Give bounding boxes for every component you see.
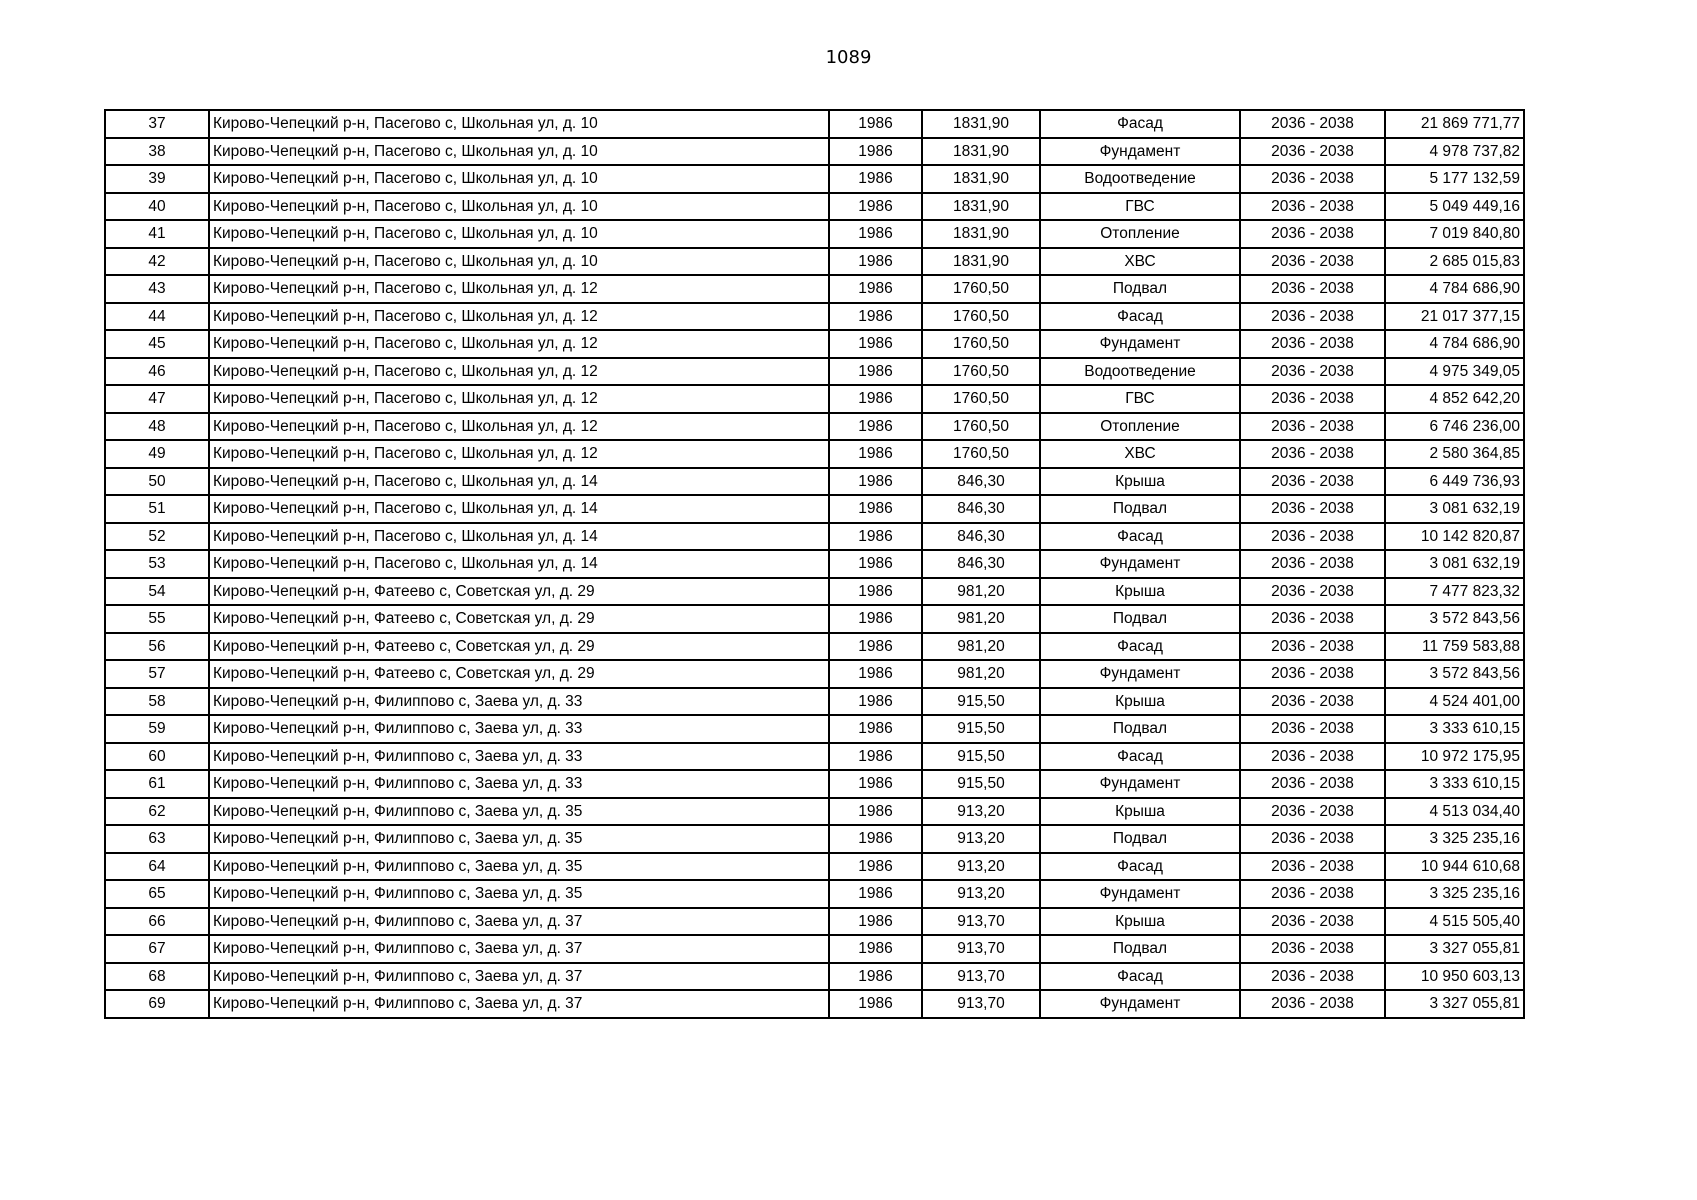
- repair-cost-cell: 3 333 610,15: [1385, 770, 1524, 798]
- table-row: [105, 578, 1524, 606]
- repair-cost-cell: 3 327 055,81: [1385, 935, 1524, 963]
- house-address-cell: Кирово-Чепецкий р-н, Пасегово с, Школьная ул, д. 12: [209, 303, 829, 331]
- house-area-cell: 981,20: [922, 660, 1040, 688]
- repair-period-cell: 2036 - 2038: [1240, 633, 1385, 661]
- repair-cost-cell: 7 477 823,32: [1385, 578, 1524, 606]
- table-row: [105, 825, 1524, 853]
- house-address-cell: Кирово-Чепецкий р-н, Фатеево с, Советская ул, д. 29: [209, 605, 829, 633]
- house-address-cell: Кирово-Чепецкий р-н, Пасегово с, Школьная ул, д. 12: [209, 330, 829, 358]
- table-row: [105, 523, 1524, 551]
- work-type-cell: Крыша: [1040, 688, 1240, 716]
- work-type-cell: Подвал: [1040, 715, 1240, 743]
- table-row: [105, 935, 1524, 963]
- table-row: [105, 358, 1524, 386]
- table-body: [105, 110, 1524, 1018]
- repair-cost-cell: 5 049 449,16: [1385, 193, 1524, 221]
- house-address-cell: Кирово-Чепецкий р-н, Пасегово с, Школьная ул, д. 10: [209, 248, 829, 276]
- house-address-cell: Кирово-Чепецкий р-н, Пасегово с, Школьная ул, д. 14: [209, 495, 829, 523]
- build-year-cell: 1986: [829, 633, 922, 661]
- house-address-cell: Кирово-Чепецкий р-н, Пасегово с, Школьная ул, д. 10: [209, 165, 829, 193]
- house-area-cell: 1831,90: [922, 138, 1040, 166]
- repair-period-cell: 2036 - 2038: [1240, 385, 1385, 413]
- build-year-cell: 1986: [829, 715, 922, 743]
- table-row: [105, 138, 1524, 166]
- repair-cost-cell: 11 759 583,88: [1385, 633, 1524, 661]
- house-address-cell: Кирово-Чепецкий р-н, Фатеево с, Советская ул, д. 29: [209, 578, 829, 606]
- row-number-cell: 68: [105, 963, 209, 991]
- house-area-cell: 1831,90: [922, 220, 1040, 248]
- repair-period-cell: 2036 - 2038: [1240, 220, 1385, 248]
- row-number-cell: 54: [105, 578, 209, 606]
- build-year-cell: 1986: [829, 248, 922, 276]
- table-row: [105, 440, 1524, 468]
- repair-period-cell: 2036 - 2038: [1240, 715, 1385, 743]
- table-row: [105, 495, 1524, 523]
- work-type-cell: Фасад: [1040, 110, 1240, 138]
- house-address-cell: Кирово-Чепецкий р-н, Филиппово с, Заева ул, д. 37: [209, 990, 829, 1018]
- build-year-cell: 1986: [829, 275, 922, 303]
- house-area-cell: 1760,50: [922, 440, 1040, 468]
- row-number-cell: 58: [105, 688, 209, 716]
- house-address-cell: Кирово-Чепецкий р-н, Пасегово с, Школьная ул, д. 14: [209, 468, 829, 496]
- repair-period-cell: 2036 - 2038: [1240, 440, 1385, 468]
- row-number-cell: 37: [105, 110, 209, 138]
- build-year-cell: 1986: [829, 990, 922, 1018]
- row-number-cell: 40: [105, 193, 209, 221]
- house-address-cell: Кирово-Чепецкий р-н, Пасегово с, Школьная ул, д. 10: [209, 138, 829, 166]
- repair-cost-cell: 2 580 364,85: [1385, 440, 1524, 468]
- build-year-cell: 1986: [829, 468, 922, 496]
- repair-period-cell: 2036 - 2038: [1240, 853, 1385, 881]
- work-type-cell: ХВС: [1040, 248, 1240, 276]
- table-row: [105, 275, 1524, 303]
- work-type-cell: Крыша: [1040, 468, 1240, 496]
- build-year-cell: 1986: [829, 193, 922, 221]
- row-number-cell: 57: [105, 660, 209, 688]
- house-area-cell: 913,20: [922, 825, 1040, 853]
- row-number-cell: 61: [105, 770, 209, 798]
- repair-cost-cell: 10 950 603,13: [1385, 963, 1524, 991]
- house-area-cell: 1760,50: [922, 385, 1040, 413]
- repair-cost-cell: 10 972 175,95: [1385, 743, 1524, 771]
- repair-cost-cell: 3 572 843,56: [1385, 660, 1524, 688]
- work-type-cell: ХВС: [1040, 440, 1240, 468]
- house-address-cell: Кирово-Чепецкий р-н, Пасегово с, Школьная ул, д. 12: [209, 385, 829, 413]
- repair-cost-cell: 4 524 401,00: [1385, 688, 1524, 716]
- repair-period-cell: 2036 - 2038: [1240, 935, 1385, 963]
- house-address-cell: Кирово-Чепецкий р-н, Филиппово с, Заева ул, д. 35: [209, 798, 829, 826]
- house-area-cell: 913,70: [922, 935, 1040, 963]
- house-area-cell: 1760,50: [922, 358, 1040, 386]
- repair-cost-cell: 21 869 771,77: [1385, 110, 1524, 138]
- row-number-cell: 42: [105, 248, 209, 276]
- house-area-cell: 1760,50: [922, 303, 1040, 331]
- house-address-cell: Кирово-Чепецкий р-н, Филиппово с, Заева ул, д. 37: [209, 935, 829, 963]
- work-type-cell: Фасад: [1040, 633, 1240, 661]
- repair-cost-cell: 3 325 235,16: [1385, 825, 1524, 853]
- repair-period-cell: 2036 - 2038: [1240, 990, 1385, 1018]
- house-area-cell: 1760,50: [922, 275, 1040, 303]
- house-address-cell: Кирово-Чепецкий р-н, Пасегово с, Школьная ул, д. 12: [209, 358, 829, 386]
- work-type-cell: Отопление: [1040, 220, 1240, 248]
- row-number-cell: 43: [105, 275, 209, 303]
- work-type-cell: Фундамент: [1040, 138, 1240, 166]
- table-row: [105, 990, 1524, 1018]
- table-row: [105, 303, 1524, 331]
- build-year-cell: 1986: [829, 138, 922, 166]
- work-type-cell: Крыша: [1040, 798, 1240, 826]
- work-type-cell: Фасад: [1040, 963, 1240, 991]
- row-number-cell: 59: [105, 715, 209, 743]
- house-area-cell: 915,50: [922, 770, 1040, 798]
- table-row: [105, 963, 1524, 991]
- repair-cost-cell: 10 944 610,68: [1385, 853, 1524, 881]
- repair-period-cell: 2036 - 2038: [1240, 660, 1385, 688]
- house-area-cell: 846,30: [922, 468, 1040, 496]
- house-address-cell: Кирово-Чепецкий р-н, Филиппово с, Заева ул, д. 33: [209, 770, 829, 798]
- work-type-cell: Фасад: [1040, 523, 1240, 551]
- house-area-cell: 913,70: [922, 990, 1040, 1018]
- build-year-cell: 1986: [829, 908, 922, 936]
- house-address-cell: Кирово-Чепецкий р-н, Пасегово с, Школьная ул, д. 12: [209, 440, 829, 468]
- house-address-cell: Кирово-Чепецкий р-н, Пасегово с, Школьная ул, д. 14: [209, 550, 829, 578]
- row-number-cell: 46: [105, 358, 209, 386]
- house-area-cell: 913,20: [922, 880, 1040, 908]
- row-number-cell: 49: [105, 440, 209, 468]
- row-number-cell: 55: [105, 605, 209, 633]
- repair-period-cell: 2036 - 2038: [1240, 138, 1385, 166]
- build-year-cell: 1986: [829, 220, 922, 248]
- page-number: 1089: [825, 47, 872, 68]
- house-address-cell: Кирово-Чепецкий р-н, Пасегово с, Школьная ул, д. 12: [209, 413, 829, 441]
- repair-period-cell: 2036 - 2038: [1240, 963, 1385, 991]
- repair-period-cell: 2036 - 2038: [1240, 413, 1385, 441]
- table-row: [105, 193, 1524, 221]
- repair-cost-cell: 10 142 820,87: [1385, 523, 1524, 551]
- repair-period-cell: 2036 - 2038: [1240, 688, 1385, 716]
- work-type-cell: Отопление: [1040, 413, 1240, 441]
- repair-cost-cell: 4 852 642,20: [1385, 385, 1524, 413]
- repair-cost-cell: 3 325 235,16: [1385, 880, 1524, 908]
- repair-cost-cell: 4 515 505,40: [1385, 908, 1524, 936]
- house-address-cell: Кирово-Чепецкий р-н, Филиппово с, Заева ул, д. 33: [209, 743, 829, 771]
- table-row: [105, 688, 1524, 716]
- house-address-cell: Кирово-Чепецкий р-н, Фатеево с, Советская ул, д. 29: [209, 660, 829, 688]
- build-year-cell: 1986: [829, 413, 922, 441]
- work-type-cell: Фундамент: [1040, 660, 1240, 688]
- repair-period-cell: 2036 - 2038: [1240, 770, 1385, 798]
- house-area-cell: 846,30: [922, 523, 1040, 551]
- repair-cost-cell: 4 784 686,90: [1385, 275, 1524, 303]
- house-area-cell: 981,20: [922, 605, 1040, 633]
- repair-period-cell: 2036 - 2038: [1240, 165, 1385, 193]
- repair-period-cell: 2036 - 2038: [1240, 550, 1385, 578]
- repair-period-cell: 2036 - 2038: [1240, 495, 1385, 523]
- build-year-cell: 1986: [829, 303, 922, 331]
- house-address-cell: Кирово-Чепецкий р-н, Пасегово с, Школьная ул, д. 10: [209, 110, 829, 138]
- work-type-cell: ГВС: [1040, 385, 1240, 413]
- house-area-cell: 913,70: [922, 963, 1040, 991]
- row-number-cell: 45: [105, 330, 209, 358]
- work-type-cell: Фундамент: [1040, 990, 1240, 1018]
- table-row: [105, 880, 1524, 908]
- build-year-cell: 1986: [829, 385, 922, 413]
- house-address-cell: Кирово-Чепецкий р-н, Филиппово с, Заева ул, д. 33: [209, 715, 829, 743]
- work-type-cell: Крыша: [1040, 578, 1240, 606]
- build-year-cell: 1986: [829, 935, 922, 963]
- house-area-cell: 913,20: [922, 798, 1040, 826]
- row-number-cell: 53: [105, 550, 209, 578]
- table-row: [105, 248, 1524, 276]
- house-address-cell: Кирово-Чепецкий р-н, Филиппово с, Заева ул, д. 35: [209, 825, 829, 853]
- build-year-cell: 1986: [829, 660, 922, 688]
- row-number-cell: 65: [105, 880, 209, 908]
- house-address-cell: Кирово-Чепецкий р-н, Пасегово с, Школьная ул, д. 12: [209, 275, 829, 303]
- build-year-cell: 1986: [829, 495, 922, 523]
- build-year-cell: 1986: [829, 523, 922, 551]
- build-year-cell: 1986: [829, 825, 922, 853]
- repair-period-cell: 2036 - 2038: [1240, 193, 1385, 221]
- house-address-cell: Кирово-Чепецкий р-н, Филиппово с, Заева ул, д. 35: [209, 853, 829, 881]
- build-year-cell: 1986: [829, 798, 922, 826]
- house-area-cell: 1831,90: [922, 165, 1040, 193]
- row-number-cell: 50: [105, 468, 209, 496]
- table-row: [105, 798, 1524, 826]
- house-area-cell: 915,50: [922, 688, 1040, 716]
- repair-cost-cell: 3 333 610,15: [1385, 715, 1524, 743]
- work-type-cell: Водоотведение: [1040, 165, 1240, 193]
- house-area-cell: 1760,50: [922, 413, 1040, 441]
- row-number-cell: 63: [105, 825, 209, 853]
- house-area-cell: 1831,90: [922, 248, 1040, 276]
- work-type-cell: Фундамент: [1040, 330, 1240, 358]
- work-type-cell: Фундамент: [1040, 550, 1240, 578]
- house-area-cell: 981,20: [922, 578, 1040, 606]
- build-year-cell: 1986: [829, 688, 922, 716]
- build-year-cell: 1986: [829, 440, 922, 468]
- row-number-cell: 48: [105, 413, 209, 441]
- build-year-cell: 1986: [829, 550, 922, 578]
- house-area-cell: 913,70: [922, 908, 1040, 936]
- work-type-cell: Водоотведение: [1040, 358, 1240, 386]
- table-row: [105, 385, 1524, 413]
- house-address-cell: Кирово-Чепецкий р-н, Пасегово с, Школьная ул, д. 10: [209, 220, 829, 248]
- repair-period-cell: 2036 - 2038: [1240, 468, 1385, 496]
- house-area-cell: 915,50: [922, 743, 1040, 771]
- repair-period-cell: 2036 - 2038: [1240, 578, 1385, 606]
- row-number-cell: 47: [105, 385, 209, 413]
- house-area-cell: 846,30: [922, 495, 1040, 523]
- work-type-cell: Подвал: [1040, 935, 1240, 963]
- work-type-cell: Фасад: [1040, 303, 1240, 331]
- build-year-cell: 1986: [829, 853, 922, 881]
- repair-period-cell: 2036 - 2038: [1240, 248, 1385, 276]
- table-row: [105, 413, 1524, 441]
- repair-period-cell: 2036 - 2038: [1240, 605, 1385, 633]
- house-area-cell: 981,20: [922, 633, 1040, 661]
- work-type-cell: ГВС: [1040, 193, 1240, 221]
- house-address-cell: Кирово-Чепецкий р-н, Пасегово с, Школьная ул, д. 10: [209, 193, 829, 221]
- row-number-cell: 44: [105, 303, 209, 331]
- repair-period-cell: 2036 - 2038: [1240, 798, 1385, 826]
- repair-cost-cell: 5 177 132,59: [1385, 165, 1524, 193]
- repair-cost-cell: 4 978 737,82: [1385, 138, 1524, 166]
- repair-period-cell: 2036 - 2038: [1240, 908, 1385, 936]
- table-row: [105, 220, 1524, 248]
- repair-period-cell: 2036 - 2038: [1240, 825, 1385, 853]
- house-address-cell: Кирово-Чепецкий р-н, Филиппово с, Заева ул, д. 33: [209, 688, 829, 716]
- house-address-cell: Кирово-Чепецкий р-н, Филиппово с, Заева ул, д. 35: [209, 880, 829, 908]
- row-number-cell: 62: [105, 798, 209, 826]
- work-type-cell: Подвал: [1040, 275, 1240, 303]
- house-area-cell: 846,30: [922, 550, 1040, 578]
- house-address-cell: Кирово-Чепецкий р-н, Филиппово с, Заева ул, д. 37: [209, 908, 829, 936]
- house-area-cell: 913,20: [922, 853, 1040, 881]
- build-year-cell: 1986: [829, 110, 922, 138]
- work-type-cell: Фундамент: [1040, 770, 1240, 798]
- repair-period-cell: 2036 - 2038: [1240, 880, 1385, 908]
- repair-cost-cell: 3 327 055,81: [1385, 990, 1524, 1018]
- build-year-cell: 1986: [829, 880, 922, 908]
- repair-cost-cell: 21 017 377,15: [1385, 303, 1524, 331]
- row-number-cell: 41: [105, 220, 209, 248]
- repair-cost-cell: 6 449 736,93: [1385, 468, 1524, 496]
- repair-cost-cell: 7 019 840,80: [1385, 220, 1524, 248]
- table-row: [105, 633, 1524, 661]
- build-year-cell: 1986: [829, 330, 922, 358]
- table-row: [105, 770, 1524, 798]
- table-row: [105, 110, 1524, 138]
- row-number-cell: 69: [105, 990, 209, 1018]
- row-number-cell: 66: [105, 908, 209, 936]
- build-year-cell: 1986: [829, 358, 922, 386]
- row-number-cell: 56: [105, 633, 209, 661]
- row-number-cell: 52: [105, 523, 209, 551]
- table-row: [105, 165, 1524, 193]
- repair-cost-cell: 4 784 686,90: [1385, 330, 1524, 358]
- repair-period-cell: 2036 - 2038: [1240, 523, 1385, 551]
- repair-cost-cell: 3 572 843,56: [1385, 605, 1524, 633]
- house-address-cell: Кирово-Чепецкий р-н, Филиппово с, Заева ул, д. 37: [209, 963, 829, 991]
- table-row: [105, 743, 1524, 771]
- work-type-cell: Подвал: [1040, 605, 1240, 633]
- row-number-cell: 38: [105, 138, 209, 166]
- build-year-cell: 1986: [829, 963, 922, 991]
- table-row: [105, 715, 1524, 743]
- row-number-cell: 39: [105, 165, 209, 193]
- repair-period-cell: 2036 - 2038: [1240, 743, 1385, 771]
- work-type-cell: Крыша: [1040, 908, 1240, 936]
- repair-cost-cell: 3 081 632,19: [1385, 495, 1524, 523]
- house-address-cell: Кирово-Чепецкий р-н, Пасегово с, Школьная ул, д. 14: [209, 523, 829, 551]
- build-year-cell: 1986: [829, 743, 922, 771]
- table-row: [105, 550, 1524, 578]
- build-year-cell: 1986: [829, 770, 922, 798]
- repair-period-cell: 2036 - 2038: [1240, 330, 1385, 358]
- repair-cost-cell: 4 513 034,40: [1385, 798, 1524, 826]
- row-number-cell: 60: [105, 743, 209, 771]
- repair-cost-cell: 2 685 015,83: [1385, 248, 1524, 276]
- capital-repair-table: [104, 109, 1525, 1019]
- work-type-cell: Подвал: [1040, 825, 1240, 853]
- table-row: [105, 908, 1524, 936]
- repair-period-cell: 2036 - 2038: [1240, 110, 1385, 138]
- repair-cost-cell: 3 081 632,19: [1385, 550, 1524, 578]
- table-row: [105, 853, 1524, 881]
- house-area-cell: 1831,90: [922, 193, 1040, 221]
- table-row: [105, 468, 1524, 496]
- row-number-cell: 64: [105, 853, 209, 881]
- table-row: [105, 660, 1524, 688]
- row-number-cell: 67: [105, 935, 209, 963]
- repair-cost-cell: 6 746 236,00: [1385, 413, 1524, 441]
- work-type-cell: Фасад: [1040, 853, 1240, 881]
- work-type-cell: Фасад: [1040, 743, 1240, 771]
- build-year-cell: 1986: [829, 578, 922, 606]
- row-number-cell: 51: [105, 495, 209, 523]
- table-row: [105, 605, 1524, 633]
- build-year-cell: 1986: [829, 605, 922, 633]
- work-type-cell: Фундамент: [1040, 880, 1240, 908]
- table-row: [105, 330, 1524, 358]
- repair-period-cell: 2036 - 2038: [1240, 358, 1385, 386]
- house-address-cell: Кирово-Чепецкий р-н, Фатеево с, Советская ул, д. 29: [209, 633, 829, 661]
- house-area-cell: 1760,50: [922, 330, 1040, 358]
- work-type-cell: Подвал: [1040, 495, 1240, 523]
- repair-cost-cell: 4 975 349,05: [1385, 358, 1524, 386]
- repair-period-cell: 2036 - 2038: [1240, 275, 1385, 303]
- house-area-cell: 915,50: [922, 715, 1040, 743]
- repair-period-cell: 2036 - 2038: [1240, 303, 1385, 331]
- house-area-cell: 1831,90: [922, 110, 1040, 138]
- build-year-cell: 1986: [829, 165, 922, 193]
